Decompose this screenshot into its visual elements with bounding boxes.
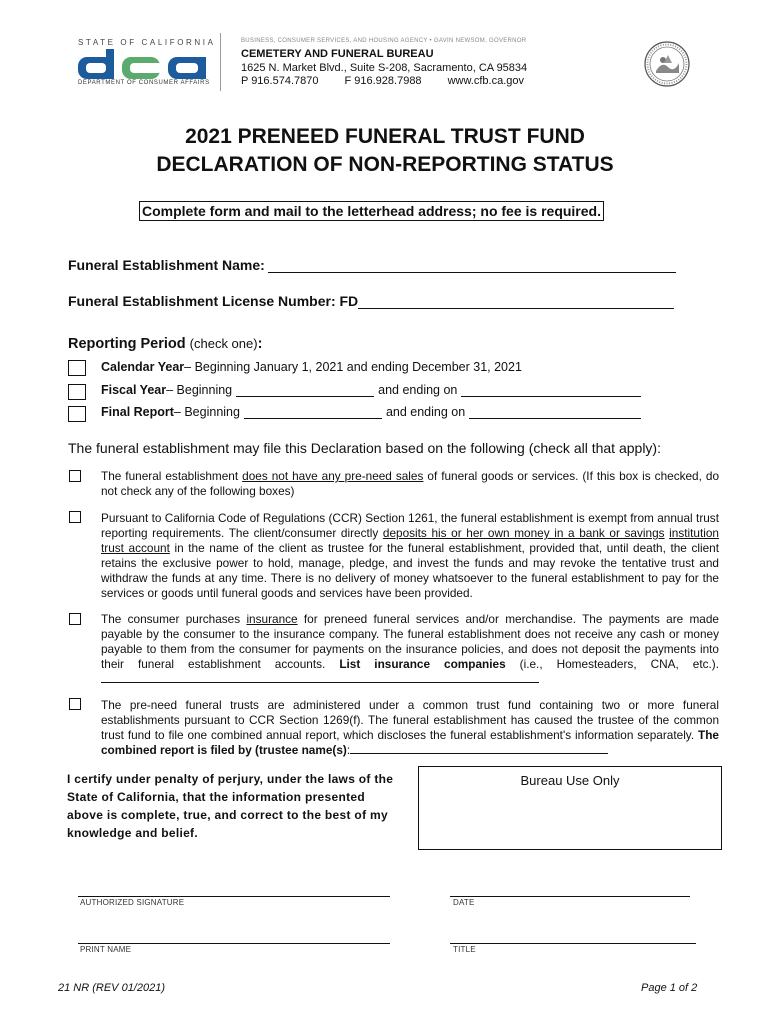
dca-logo xyxy=(78,38,216,86)
bureau-use-only-box xyxy=(418,766,722,850)
fiscal-year-mid-text: and ending on xyxy=(378,383,458,397)
final-report-begin-input[interactable] xyxy=(244,407,382,419)
calendar-year-checkbox[interactable] xyxy=(68,360,86,376)
final-report-option xyxy=(101,405,645,419)
insurance-companies-input[interactable] xyxy=(101,672,539,683)
ccr-1261-paragraph: Pursuant to California Code of Regulations (CCR) Section 1261, the funeral establishment is exempt from annual trust reporting requirements. The client/consumer directly deposits his or her own money in a bank or savings institution trust account in the name of the client as trustee for the funeral establishment, provided that, until death, the client retains the exclusive power to hold, manage, pledge, and invest the funds and may revoke the tentative trust and withdraw the funds at any time. There is no delivery of money whatsoever to the funeral establishment to pay for the services or goods until funeral goods and services have been provided. xyxy=(101,511,719,600)
no-preneed-sales-paragraph: The funeral establishment does not have any pre-need sales of funeral goods or services. (If this box is checked, do not check any of the following boxes) xyxy=(101,469,720,498)
print-name-label: PRINT NAME xyxy=(80,945,132,954)
calendar-year-label: Calendar Year xyxy=(101,360,185,374)
reporting-period-paren: (check one) xyxy=(189,336,258,351)
final-report-mid-text: and ending on xyxy=(385,405,466,419)
common-trust-paragraph: The pre-need funeral trusts are administered under a common trust fund containing two or more funeral establishments pursuant to CCR Section 1269(f). The funeral establishment has caused the trustee of the common trust fund to file one combined annual report, which discloses the funeral establishment's information separately. The combined report is filed by (trustee name(s): xyxy=(101,698,719,757)
print-name-line[interactable] xyxy=(78,943,390,944)
reporting-period-heading xyxy=(68,336,262,352)
bureau-address: 1625 N. Market Blvd., Suite S-208, Sacramento, CA 95834 xyxy=(241,62,528,74)
establishment-name-field xyxy=(68,257,676,273)
form-id: 21 NR (REV 01/2021) xyxy=(58,982,165,994)
instruction-box: Complete form and mail to the letterhead address; no fee is required. xyxy=(139,201,604,221)
final-report-label: Final Report xyxy=(101,405,174,419)
date-label: DATE xyxy=(453,898,475,907)
fiscal-year-end-input[interactable] xyxy=(461,385,641,397)
license-number-input[interactable] xyxy=(358,294,674,309)
license-number-field xyxy=(68,293,674,309)
website-link[interactable]: www.cfb.ca.gov xyxy=(447,75,524,87)
license-number-label: Funeral Establishment License Number: FD xyxy=(68,293,359,309)
basis-lead-text: The funeral establishment may file this Declaration based on the following (check all that apply): xyxy=(68,440,661,456)
dca-logo-icon xyxy=(78,49,206,79)
establishment-name-label: Funeral Establishment Name: xyxy=(68,257,265,273)
final-report-end-input[interactable] xyxy=(469,407,641,419)
authorized-signature-label: AUTHORIZED SIGNATURE xyxy=(80,898,185,907)
authorized-signature-line[interactable] xyxy=(78,896,390,897)
ccr-1261-checkbox[interactable] xyxy=(69,511,81,523)
no-preneed-sales-underlined: does not have any pre-need sales xyxy=(242,469,424,483)
insurance-paragraph: The consumer purchases insurance for preneed funeral services and/or merchandise. The payments are made payable by the consumer to the insurance company. The funeral establishment does not receive any cash or money payable to them from the consumer for payments on the insurance policies, and does not deposit the payments into their funeral establishment accounts. List insurance companies (i.e., Homesteaders, CNA, etc.). xyxy=(101,612,719,687)
final-report-text: – Beginning xyxy=(173,405,240,419)
common-trust-checkbox[interactable] xyxy=(69,698,81,710)
bureau-name: CEMETERY AND FUNERAL BUREAU xyxy=(241,48,434,60)
establishment-name-input[interactable] xyxy=(268,258,676,273)
bureau-contact-line xyxy=(241,75,524,87)
calendar-year-text: – Beginning January 1, 2021 and ending December 31, 2021 xyxy=(184,360,522,374)
date-line[interactable] xyxy=(450,896,690,897)
title-line[interactable] xyxy=(450,943,696,944)
state-seal-icon xyxy=(644,41,690,87)
state-of-california-text: STATE OF CALIFORNIA xyxy=(78,38,216,47)
phone-number: P 916.574.7870 xyxy=(241,75,319,87)
fiscal-year-text: – Beginning xyxy=(166,383,233,397)
form-title-line2: DECLARATION OF NON-REPORTING STATUS xyxy=(156,153,614,176)
certification-statement: I certify under penalty of perjury, under the laws of the State of California, that the information presented above is complete, true, and correct to the best of my knowledge and belief. xyxy=(67,772,394,840)
title-label: TITLE xyxy=(453,945,476,954)
page-number: Page 1 of 2 xyxy=(641,982,698,994)
department-text: DEPARTMENT OF CONSUMER AFFAIRS xyxy=(78,80,210,86)
form-title-line1: 2021 PRENEED FUNERAL TRUST FUND xyxy=(185,125,585,148)
no-preneed-sales-checkbox[interactable] xyxy=(69,470,81,482)
calendar-year-option xyxy=(101,360,522,374)
fiscal-year-begin-input[interactable] xyxy=(236,385,374,397)
bureau-use-only-label: Bureau Use Only xyxy=(520,773,620,788)
fiscal-year-checkbox[interactable] xyxy=(68,384,86,400)
reporting-period-colon: : xyxy=(257,336,263,352)
fiscal-year-label: Fiscal Year xyxy=(101,383,167,397)
letterhead-divider xyxy=(220,33,221,91)
fiscal-year-option xyxy=(101,383,645,397)
fax-number: F 916.928.7988 xyxy=(344,75,422,87)
final-report-checkbox[interactable] xyxy=(68,406,86,422)
insurance-checkbox[interactable] xyxy=(69,613,81,625)
trustee-name-input[interactable] xyxy=(350,743,608,754)
agency-text: BUSINESS, CONSUMER SERVICES, AND HOUSING AGENCY • GAVIN NEWSOM, GOVERNOR xyxy=(241,38,527,44)
reporting-period-label: Reporting Period xyxy=(68,336,186,352)
